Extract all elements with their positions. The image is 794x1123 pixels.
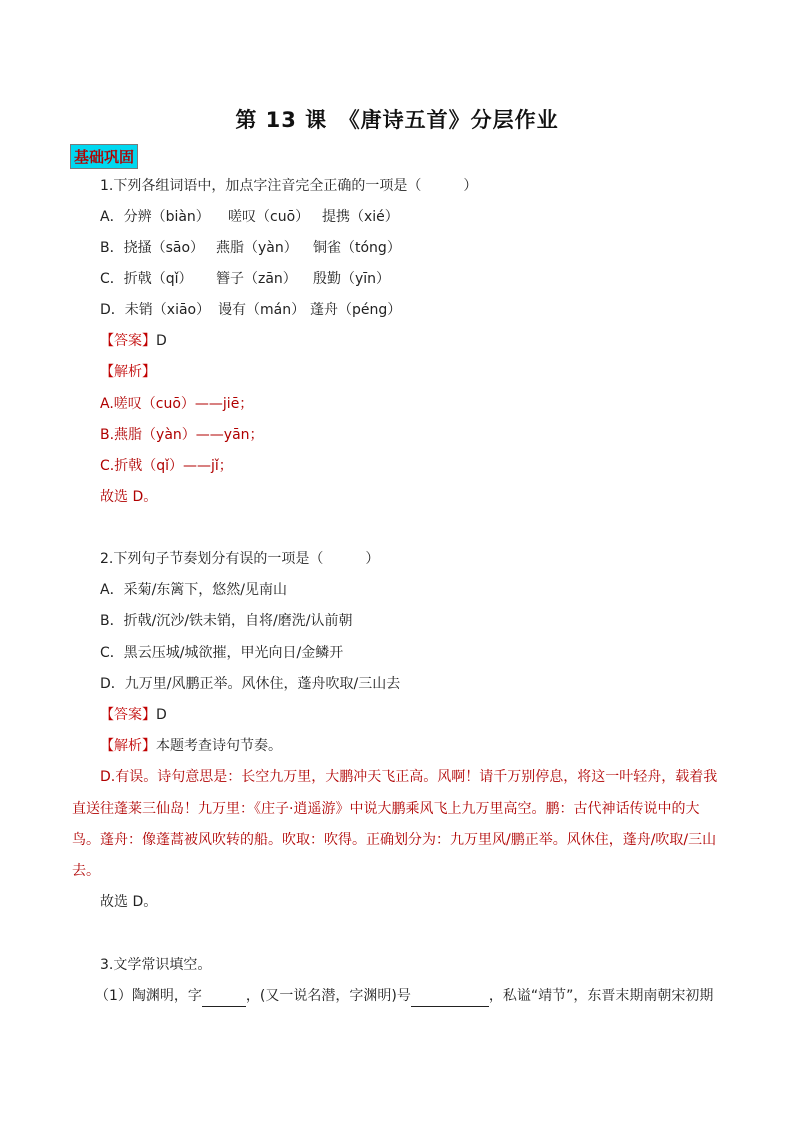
q2-analysis-line-2: 直送往蓬莱三仙岛！九万里：《庄子·逍遥游》中说大鹏乘风飞上九万里高空。鹏：古代神话传说中的大 xyxy=(72,801,700,817)
q1-option-a-1: A．分辨（biàn） xyxy=(100,209,210,225)
q2-option-d: D．九万里/风鹏正举。风休住，蓬舟吹取/三山去 xyxy=(100,676,401,692)
q1-option-c-2: 簪子（zān） xyxy=(216,271,297,287)
q1-option-c-1: C．折戟（qǐ） xyxy=(100,271,193,287)
q1-analysis-line-3: C.折戟（qǐ）——jǐ； xyxy=(100,458,233,474)
q1-analysis-line-2: B.燕脂（yàn）——yān； xyxy=(100,427,264,443)
q1-option-b-1: B．挠搔（sāo） xyxy=(100,240,205,256)
q2-stem: 2.下列句子节奏划分有误的一项是（ ） xyxy=(100,551,380,567)
q1-answer xyxy=(100,331,167,351)
q1-option-b-2: 燕脂（yàn） xyxy=(216,240,298,256)
q3-line-1 xyxy=(95,986,713,1007)
q2-option-b: B．折戟/沉沙/铁未销，自将/磨洗/认前朝 xyxy=(100,613,353,629)
q1-option-d xyxy=(100,300,401,320)
q1-option-d-1: D．未销（xiāo） xyxy=(100,302,211,318)
section-tag: 基础巩固 xyxy=(70,144,138,169)
q2-conclusion: 故选 D。 xyxy=(100,894,158,910)
q1-stem: 1.下列各组词语中，加点字注音完全正确的一项是（ ） xyxy=(100,178,478,194)
q1-answer-value: D xyxy=(156,333,167,349)
q3-blank-1[interactable] xyxy=(202,986,246,1007)
q1-option-b xyxy=(100,238,401,258)
q3-stem: 3.文学常识填空。 xyxy=(100,957,212,973)
q3-blank-2[interactable] xyxy=(411,986,489,1007)
q2-analysis-label: 【解析】 xyxy=(100,738,156,754)
q1-option-d-2: 谩有（mán） xyxy=(218,302,306,318)
q1-option-a-2: 嗟叹（cuō） xyxy=(228,209,310,225)
q2-analysis-heading xyxy=(100,736,282,756)
q2-analysis-line-3: 鸟。蓬舟：像蓬蒿被风吹转的船。吹取：吹得。正确划分为：九万里风/鹏正举。风休住，蓬舟/吹取/三山 xyxy=(72,832,717,848)
q1-conclusion: 故选 D。 xyxy=(100,489,158,505)
q1-option-c-3: 殷勤（yīn） xyxy=(313,271,391,287)
q1-option-a-3: 提携（xié） xyxy=(322,209,399,225)
q1-answer-label: 【答案】 xyxy=(100,333,156,349)
q2-option-c: C．黑云压城/城欲摧，甲光向日/金鳞开 xyxy=(100,645,344,661)
q1-analysis-heading xyxy=(100,362,156,382)
q2-answer-label: 【答案】 xyxy=(100,707,156,723)
q2-answer-value: D xyxy=(156,707,167,723)
q1-analysis-label: 【解析】 xyxy=(100,364,156,380)
q3-line1-b: ，(又一说名潜，字渊明)号 xyxy=(245,988,411,1004)
q1-option-c xyxy=(100,269,390,289)
q3-line1-c: ，私谥“靖节”，东晋末期南朝宋初期 xyxy=(488,988,714,1004)
q2-option-a: A．采菊/东篱下，悠然/见南山 xyxy=(100,582,288,598)
q1-option-a xyxy=(100,207,399,227)
q3-line1-a: （1）陶渊明，字 xyxy=(95,988,202,1004)
q1-option-b-3: 铜雀（tóng） xyxy=(313,240,401,256)
q2-analysis-line-4: 去。 xyxy=(72,863,100,879)
q2-analysis-line-1: D.有误。诗句意思是：长空九万里，大鹏冲天飞正高。风啊！请千万别停息，将这一叶轻舟，载着我 xyxy=(100,769,718,785)
page-title: 第 13 课 《唐诗五首》分层作业 xyxy=(235,108,559,132)
q2-answer xyxy=(100,705,167,725)
q1-option-d-3: 蓬舟（péng） xyxy=(310,302,402,318)
q2-analysis-intro: 本题考查诗句节奏。 xyxy=(156,738,282,754)
q1-analysis-line-1: A.嗟叹（cuō）——jiē； xyxy=(100,396,254,412)
